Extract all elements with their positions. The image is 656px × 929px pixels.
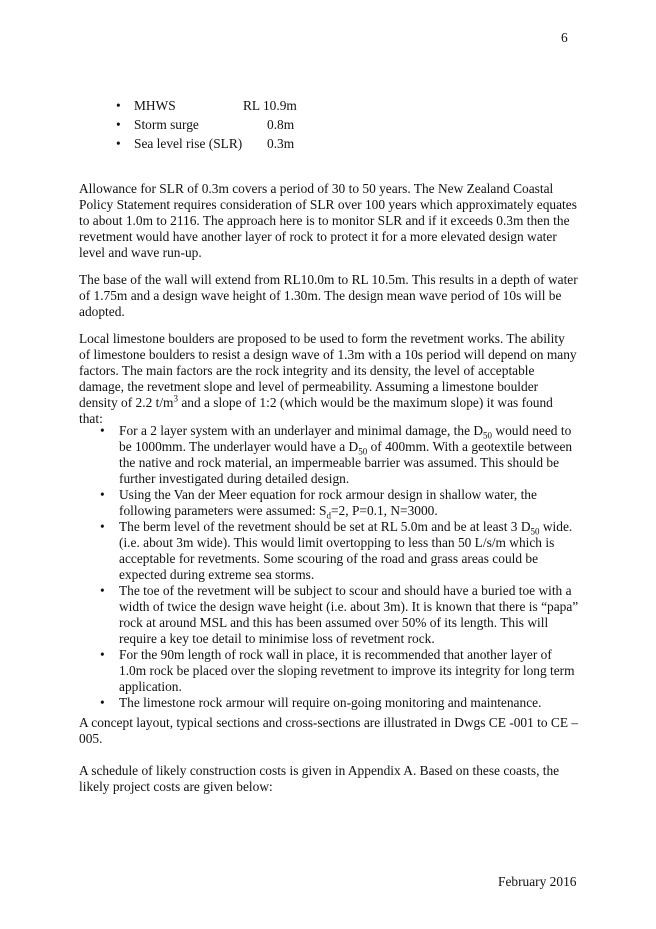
- bullet-icon: •: [100, 695, 105, 710]
- design-findings-list: [79, 423, 579, 711]
- superscript: 3: [173, 393, 178, 404]
- bullet-text: The berm level of the revetment should be set at RL 5.0m and be at least 3 D: [119, 519, 531, 534]
- paragraph-text: A concept layout, typical sections and cross-sections are illustrated in Dwgs CE -001 to CE – 005.: [79, 715, 579, 746]
- paragraph-concept-layout: [79, 715, 579, 747]
- paragraph-text: The base of the wall will extend from RL10.0m to RL 10.5m. This results in a depth of water of 1.75m and a design wave height of 1.30m. The design mean wave period of 10s will be adopted.: [79, 272, 578, 319]
- bullet-text: of 400mm. With a geotextile between the native and rock material, an impermeable barrier was assumed. This should be further investigated during detailed design.: [119, 439, 573, 486]
- bullet-text: =2, P=0.1, N=3000.: [331, 503, 438, 518]
- paragraph-text-part: and a slope of 1:2 (which would be the maximum slope) it was found that:: [79, 395, 553, 426]
- bullet-icon: •: [116, 98, 121, 113]
- bullet-text: Using the Van der Meer equation for rock armour design in shallow water, the following parameters were assumed: S: [119, 487, 537, 518]
- list-item: [79, 423, 579, 487]
- bullet-icon: •: [100, 487, 105, 502]
- bullet-text: For a 2 layer system with an underlayer and minimal damage, the D: [119, 423, 484, 438]
- bullet-icon: •: [100, 519, 105, 534]
- list-item: [79, 487, 579, 519]
- bullet-text: would need to be 1000mm. The underlayer would have a D: [119, 423, 572, 454]
- subscript: 50: [358, 446, 368, 457]
- level-label: MHWS: [134, 98, 176, 113]
- paragraph-limestone-boulders: [79, 331, 579, 427]
- subscript: 50: [530, 526, 540, 537]
- bullet-icon: •: [100, 583, 105, 598]
- level-value: RL 10.9m: [243, 98, 297, 113]
- list-item: [79, 583, 579, 647]
- paragraph-wall-base: [79, 272, 579, 320]
- footer-date: February 2016: [498, 874, 577, 889]
- bullet-text: For the 90m length of rock wall in place, it is recommended that another layer of 1.0m rock be placed over the sloping revetment to improve its integrity for long term application.: [119, 647, 575, 694]
- bullet-text: The limestone rock armour will require on-going monitoring and maintenance.: [119, 695, 542, 710]
- subscript: d: [326, 510, 331, 521]
- bullet-icon: •: [100, 423, 105, 438]
- subscript: 50: [483, 430, 493, 441]
- paragraph-text-part: Local limestone boulders are proposed to be used to form the revetment works. The ability of limestone boulders to resist a design wave of 1.3m with a 10s period will depend on many factors. The main factors are the rock integrity and its density, the level of acceptable damage, the revetment slope and level of permeability. Assuming a limestone boulder density of 2.2 t/m: [79, 331, 577, 410]
- bullet-text: The toe of the revetment will be subject to scour and should have a buried toe with a width of twice the design wave height (i.e. about 3m). It is known that there is “papa” rock at around MSL and this has been assumed over 50% of its length. This will require a key toe detail to minimise loss of revetment rock.: [119, 583, 579, 646]
- bullet-icon: •: [116, 136, 121, 151]
- level-label: Sea level rise (SLR): [134, 136, 243, 151]
- bullet-icon: •: [100, 647, 105, 662]
- level-label: Storm surge: [134, 117, 199, 132]
- list-item: [79, 695, 579, 711]
- paragraph-text: [79, 331, 579, 427]
- paragraph-text: A schedule of likely construction costs is given in Appendix A. Based on these coasts, the likely project costs are given below:: [79, 763, 560, 794]
- paragraph-cost-schedule: [79, 763, 579, 795]
- list-item: [79, 647, 579, 695]
- level-value: 0.3m: [267, 136, 295, 151]
- bullet-icon: •: [116, 117, 121, 132]
- paragraph-slr-allowance: [79, 181, 579, 261]
- page-number: 6: [561, 30, 568, 45]
- level-value: 0.8m: [267, 117, 295, 132]
- bullet-text: wide. (i.e. about 3m wide). This would limit overtopping to less than 50 L/s/m which is acceptable for revetments. Some scouring of the road and grass areas could be expected during extreme sea storms.: [119, 519, 573, 582]
- paragraph-text: Allowance for SLR of 0.3m covers a period of 30 to 50 years. The New Zealand Coastal Policy Statement requires consideration of SLR over 100 years which approximately equates to about 1.0m to 2116. The approach here is to monitor SLR and if it exceeds 0.3m then the revetment would have another layer of rock to protect it for a more elevated design water level and wave run-up.: [79, 181, 577, 260]
- list-item: [79, 519, 579, 583]
